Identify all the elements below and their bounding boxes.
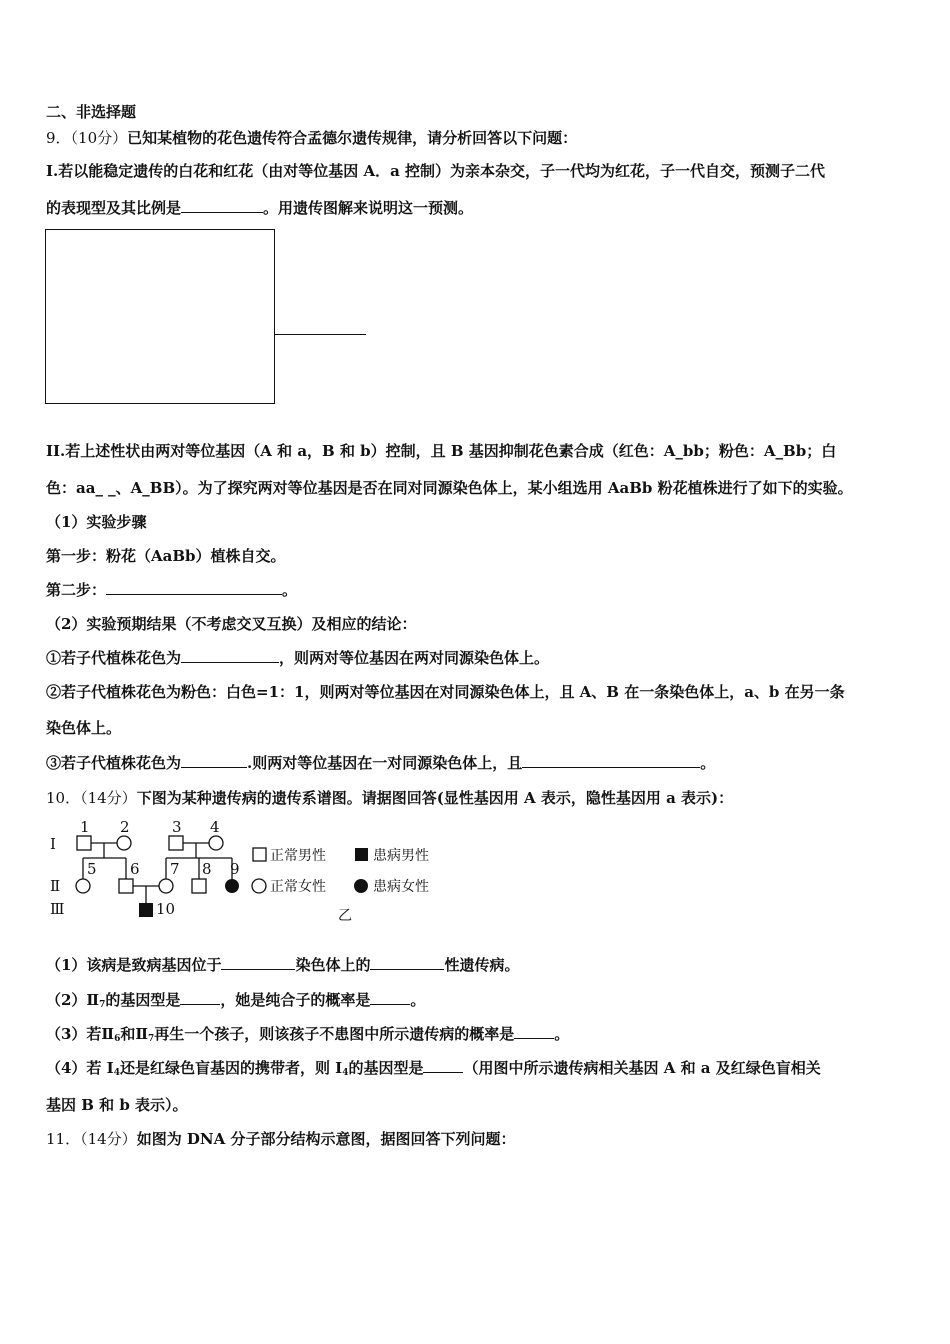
q10-s3-text-d: 。: [554, 1025, 570, 1043]
q10-s3-subscript-1: 6: [114, 1034, 121, 1044]
q10-number: 10．: [46, 789, 81, 807]
q10-sub4: [46, 1058, 821, 1083]
answer-blank[interactable]: [514, 1024, 554, 1039]
answer-blank[interactable]: [180, 990, 220, 1005]
pedigree-caption: 乙: [338, 908, 352, 924]
q10-s1-text-c: 性遗传病。: [444, 956, 520, 974]
q9-r1-text-a: ①若子代植株花色为: [46, 649, 182, 667]
pedigree-affected-female-9: [225, 879, 239, 893]
pedigree-affected-male-10: [139, 903, 153, 917]
pedigree-male-6: [119, 879, 133, 893]
pedigree-female-5: [76, 879, 90, 893]
q10-s2-text-d: 。: [410, 991, 426, 1009]
q9-r1-text-b: ，则两对等位基因在两对同源染色体上。: [279, 649, 550, 667]
q10-s1-text-b: 染色体上的: [295, 956, 371, 974]
q9-part2-line1: II.若上述性状由两对等位基因（A 和 a，B 和 b）控制，且 B 基因抑制花色素合成（红色：A_bb；粉色：A_Bb；白: [46, 442, 837, 460]
q10-s3-subscript-2: 7: [148, 1034, 155, 1044]
answer-blank[interactable]: [106, 580, 282, 595]
q9-result3: [46, 753, 715, 773]
pedigree-id-10: 10: [156, 900, 176, 918]
pedigree-id-2: 2: [120, 818, 130, 836]
q10-sub3: [46, 1024, 569, 1049]
q10-s2-text-c: ，她是纯合子的概率是: [220, 991, 371, 1009]
q9-score: （10分）: [70, 129, 128, 147]
pedigree-id-6: 6: [130, 860, 140, 878]
legend-normal-female-icon: [252, 879, 266, 893]
genetic-diagram-answer-box[interactable]: [45, 229, 275, 404]
q10-s2-text-a: （2）Ⅱ: [46, 991, 100, 1009]
pedigree-id-5: 5: [87, 860, 97, 878]
q10-s2-text-b: 的基因型是: [105, 991, 181, 1009]
pedigree-chart: [40, 812, 460, 924]
section-title: 二、非选择题: [46, 103, 137, 121]
q9-r3-text-b: .则两对等位基因在一对同源染色体上，且: [247, 754, 523, 772]
q9-part1-text-b: 。用遗传图解来说明这一预测。: [263, 199, 474, 217]
q9-step-title: （1）实验步骤: [46, 513, 147, 531]
q10-s2-subscript: 7: [99, 1000, 106, 1010]
q9-part1-text-a: 的表现型及其比例是: [46, 199, 182, 217]
q10-stem-line: [46, 788, 733, 808]
pedigree-male-8: [192, 879, 206, 893]
pedigree-id-1: 1: [80, 818, 90, 836]
pedigree-male-1: [77, 836, 91, 850]
q10-s4-text-a: （4）若 I: [46, 1059, 114, 1077]
q11-score: （14分）: [80, 1130, 137, 1148]
q9-step2-text-b: 。: [282, 581, 298, 599]
answer-blank[interactable]: [423, 1058, 463, 1073]
pedigree-female-4: [209, 836, 223, 850]
q9-step2-text-a: 第二步：: [46, 581, 107, 599]
answer-blank[interactable]: [181, 648, 279, 663]
legend-affected-female-label: 患病女性: [373, 879, 429, 895]
q9-step2: [46, 580, 297, 600]
answer-blank[interactable]: [181, 753, 247, 768]
answer-blank[interactable]: [181, 198, 263, 213]
q10-s3-text-a: （3）若Ⅱ: [46, 1025, 115, 1043]
q10-s1-text-a: （1）该病是致病基因位于: [46, 956, 222, 974]
q11-stem-line: [46, 1129, 516, 1149]
q9-part1-line2: [46, 198, 473, 218]
q10-sub1: [46, 955, 519, 975]
q11-number: 11．: [46, 1130, 81, 1148]
generation-label-1: Ⅰ: [50, 835, 56, 853]
q10-sub4-line2: 基因 B 和 b 表示）。: [46, 1096, 188, 1114]
legend-affected-male-label: 患病男性: [373, 848, 429, 864]
legend-affected-female-icon: [354, 879, 368, 893]
q10-s4-text-d: （用图中所示遗传病相关基因 A 和 a 及红绿色盲相关: [463, 1059, 821, 1077]
q9-number: 9．: [46, 129, 71, 147]
q10-s4-subscript-1: 4: [113, 1068, 120, 1078]
q10-s4-text-b: 还是红绿色盲基因的携带者，则 I: [119, 1059, 343, 1077]
q9-stem-line: [46, 128, 577, 148]
q11-stem: 如图为 DNA 分子部分结构示意图，据图回答下列问题：: [136, 1130, 516, 1148]
q10-s4-text-c: 的基因型是: [348, 1059, 424, 1077]
pedigree-id-4: 4: [210, 818, 220, 836]
pedigree-id-9: 9: [230, 860, 240, 878]
q9-r3-text-c: 。: [700, 754, 716, 772]
pedigree-female-7: [159, 879, 173, 893]
q9-result2-line1: ②若子代植株花色为粉色：白色=1：1，则两对等位基因在对同源染色体上，且 A、B 在一条染色体上，a、b 在另一条: [46, 683, 845, 701]
q9-r3-text-a: ③若子代植株花色为: [46, 754, 182, 772]
pedigree-male-3: [169, 836, 183, 850]
q10-s3-text-c: 再生一个孩子，则该孩子不患图中所示遗传病的概率是: [154, 1025, 515, 1043]
q9-stem: 已知某植物的花色遗传符合孟德尔遗传规律，请分析回答以下问题：: [127, 129, 578, 147]
pedigree-female-2: [117, 836, 131, 850]
legend-normal-female-label: 正常女性: [270, 879, 326, 895]
legend-affected-male-icon: [355, 848, 368, 861]
answer-box-line: [274, 334, 366, 335]
answer-blank[interactable]: [370, 955, 444, 970]
q9-result2-line2: 染色体上。: [46, 719, 122, 737]
q10-s4-subscript-2: 4: [342, 1068, 349, 1078]
q9-result1: [46, 648, 549, 668]
pedigree-id-3: 3: [172, 818, 182, 836]
answer-blank[interactable]: [522, 753, 700, 768]
pedigree-id-7: 7: [170, 860, 180, 878]
answer-blank[interactable]: [370, 990, 410, 1005]
answer-blank[interactable]: [221, 955, 295, 970]
generation-label-2: Ⅱ: [50, 877, 61, 895]
q9-result-title: （2）实验预期结果（不考虑交叉互换）及相应的结论：: [46, 615, 417, 633]
generation-label-3: Ⅲ: [50, 900, 65, 918]
q10-sub2: [46, 990, 425, 1015]
q9-part1-line1: I.若以能稳定遗传的白花和红花（由对等位基因 A．a 控制）为亲本杂交，子一代均为红花，子一代自交，预测子二代: [46, 162, 826, 180]
q10-s3-text-b: 和Ⅱ: [120, 1025, 149, 1043]
legend-normal-male-icon: [253, 848, 266, 861]
q9-step1: 第一步：粉花（AaBb）植株自交。: [46, 547, 286, 565]
q10-stem: 下图为某种遗传病的遗传系谱图。请据图回答(显性基因用 A 表示，隐性基因用 a 表示)：: [136, 789, 734, 807]
legend-normal-male-label: 正常男性: [270, 848, 326, 864]
q9-part2-line2: 色：aa_ _、A_BB）。为了探究两对等位基因是否在同对同源染色体上，某小组选用 AaBb 粉花植株进行了如下的实验。: [46, 479, 853, 497]
pedigree-id-8: 8: [202, 860, 212, 878]
q10-score: （14分）: [80, 789, 137, 807]
